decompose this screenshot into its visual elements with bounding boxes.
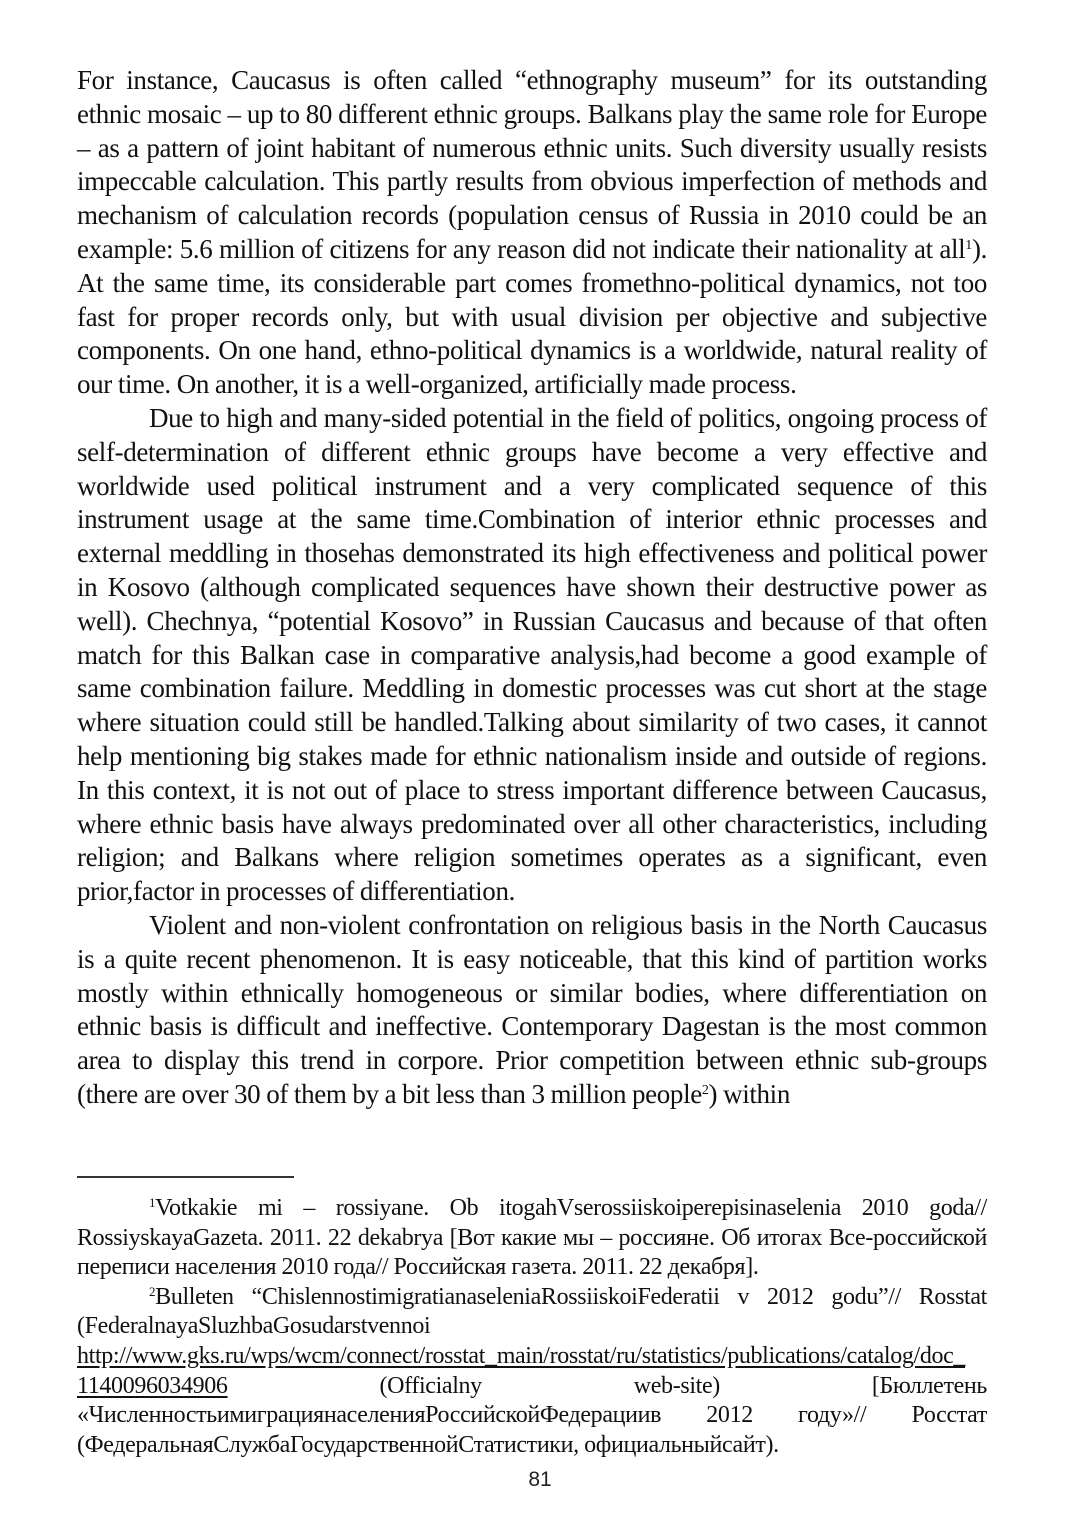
footnote-ref-1[interactable]: 1 [965, 237, 972, 253]
page-number: 81 [528, 1468, 552, 1491]
footnote-2-text-cont: (Officialny web-site) [Бюллетень «ЧисленностьимиграциянаселенияРоссийскойФедерациив 2012 году»// Росстат (ФедеральнаяСлужбаГосударственнойСтатистики, официальныйсайт). [77, 1372, 987, 1458]
footnote-1-number: 1 [149, 1195, 156, 1210]
rosstat-link[interactable]: http://www.gks.ru/wps/wcm/connect/rosstat_main/rosstat/ru/statistics/publications/catalog/doc_ 1140096034906 [77, 1342, 966, 1399]
footnote-2-number: 2 [149, 1283, 156, 1299]
footnote-separator [77, 1176, 294, 1178]
paragraph-3-text: Violent and non-violent confrontation on religious basis in the North Caucasus is a quite recent phenomenon. It is easy noticeable, that this kind of partition works mostly within ethnically homogeneous or similar bodies, where differentiation on ethnic basis is difficult and ineffective. Contemporary Dagestan is the most common area to display this trend in corpore. Prior competition between ethnic sub-groups (there are over 30 of them by a bit less than 3 million people [77, 909, 987, 1109]
footnote-2 [77, 1283, 987, 1461]
footnote-2-text: Bulleten “ChislennostimigratianaseleniaRossiiskoiFederatii v 2012 godu”// Rosstat (FederalnayaSluzhbaGosudarstvennoi [77, 1283, 987, 1340]
page-body [77, 64, 987, 1112]
paragraph-3-text-cont: ) within [708, 1078, 790, 1109]
paragraph-3 [77, 909, 987, 1112]
footnote-1-text: Votkakie mi – rossiyane. Ob itogahVserossiiskoiperepisinaselenia 2010 goda// RossiyskayaGazeta. 2011. 22 dekabrya [Вот какие мы – россияне. Об итогах Все-российской переписи населения 2010 года// Российская газета. 2011. 22 декабря]. [77, 1195, 987, 1281]
footnotes [77, 1194, 987, 1460]
body-text [77, 64, 987, 1112]
footnote-1 [77, 1194, 987, 1283]
paragraph-1-text: For instance, Caucasus is often called “ethnography museum” for its outstanding ethnic mosaic – up to 80 different ethnic groups. Balkans play the same role for Europe – as a pattern of joint habitant of numerous ethnic units. Such diversity usually resists impeccable calculation. This partly results from obvious imperfection of methods and mechanism of calculation records (population census of Russia in 2010 could be an example: 5.6 million of citizens for any reason did not indicate their nationality at all [77, 65, 987, 264]
paragraph-1 [77, 64, 987, 402]
paragraph-2: Due to high and many-sided potential in the field of politics, ongoing process of self-determination of different ethnic groups have become a very effective and worldwide used political instrument and a very complicated sequence of this instrument usage at the same time.Combination of interior ethnic processes and external meddling in thosehas demonstrated its high effectiveness and political power in Kosovo (although complicated sequences have shown their destructive power as well). Chechnya, “potential Kosovo” in Russian Caucasus and because of that often match for this Balkan case in comparative analysis,had become a good example of same combination failure. Meddling in domestic processes was cut short at the stage where situation could still be handled.Talking about similarity of two cases, it cannot help mentioning big stakes made for ethnic nationalism inside and outside of regions. In this context, it is not out of place to stress important difference between Caucasus, where ethnic basis have always predominated over all other characteristics, including religion; and Balkans where religion sometimes operates as a significant, even prior,factor in processes of differentiation. [77, 402, 987, 907]
footnote-ref-2[interactable]: 2 [701, 1082, 709, 1098]
paragraph-1-text-cont: ). At the same time, its considerable part comes fromethno-political dynamics, not too fast for proper records only, but with usual division per objective and subjective components. On one hand, ethno-political dynamics is a worldwide, natural reality of our time. On another, it is a well-organized, artificially made process. [77, 233, 987, 400]
